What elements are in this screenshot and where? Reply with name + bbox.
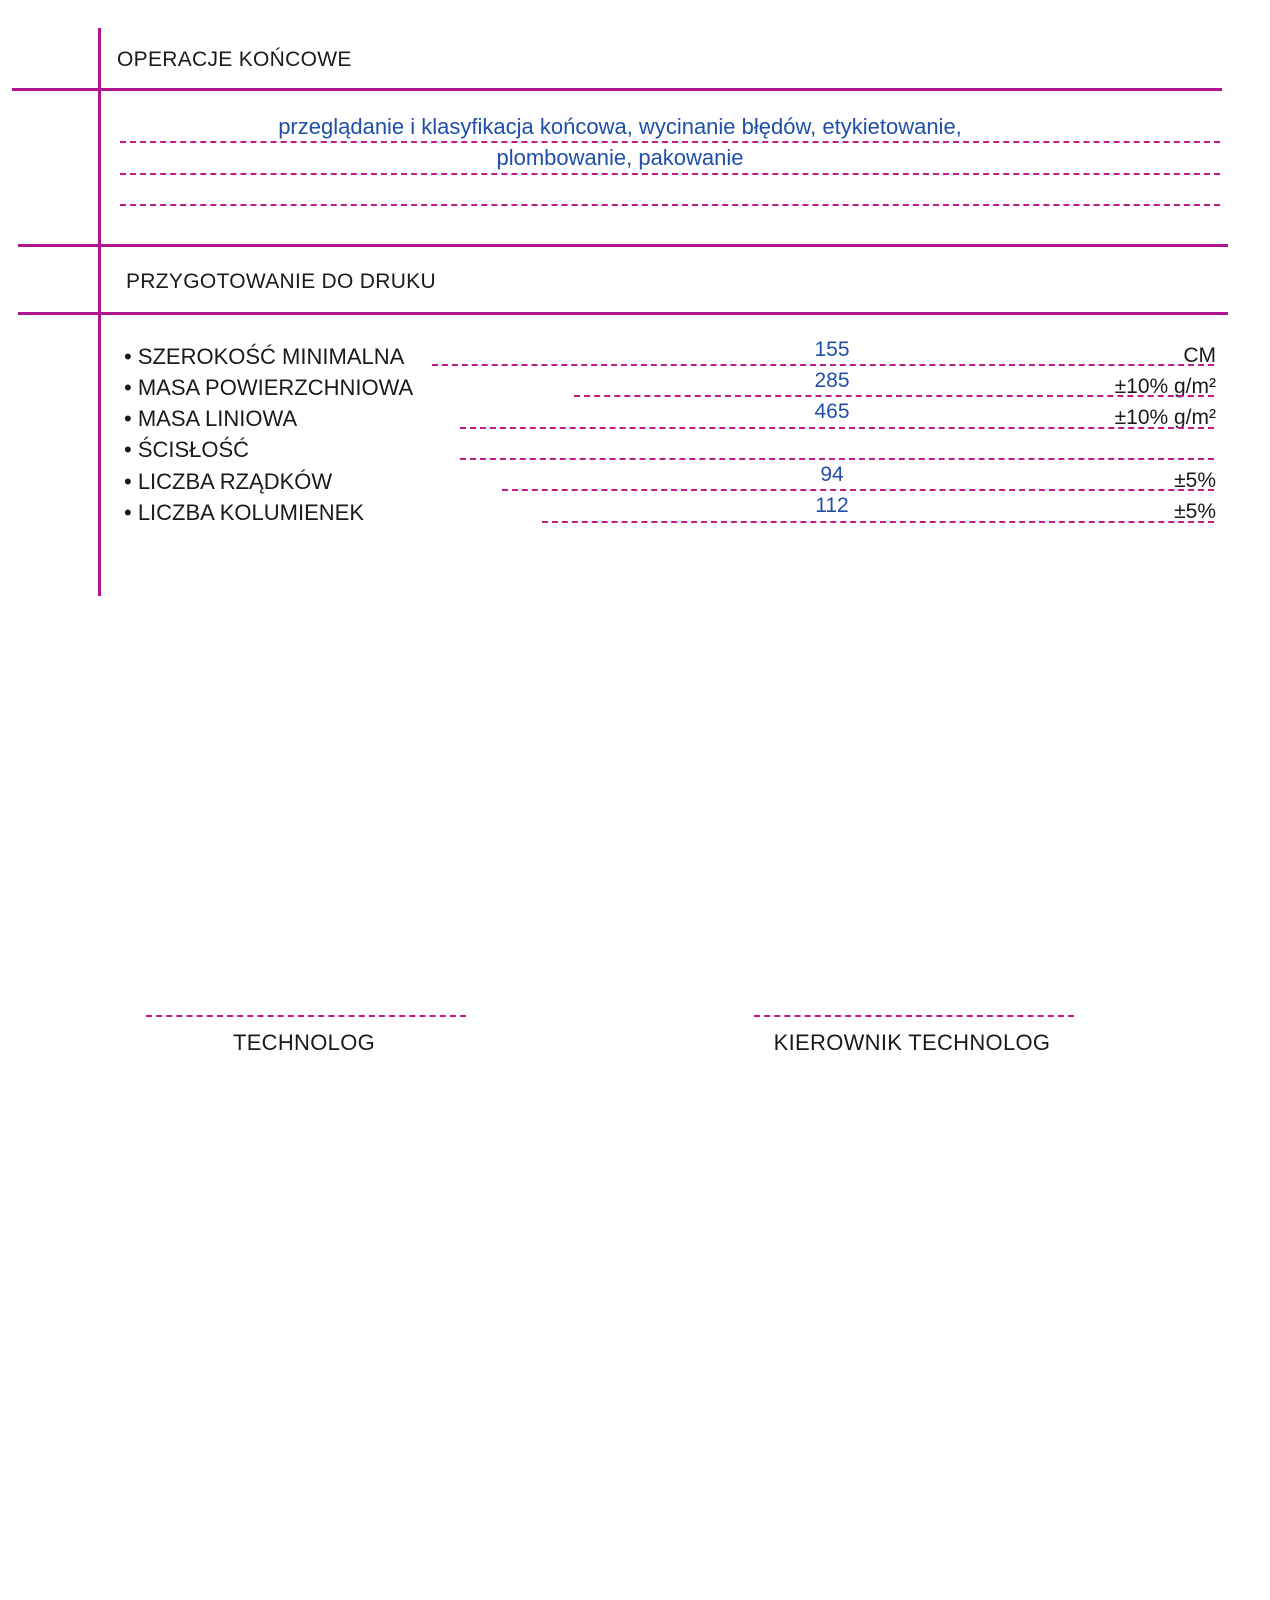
signature-line-kierownik [754,1015,1074,1017]
signature-line-technolog [146,1015,466,1017]
section-rule-3 [18,312,1228,315]
spec-dashed-line [460,458,1214,460]
spec-value: 112 [815,494,849,517]
final-ops-dashed-line [120,141,1220,143]
spec-label: • MASA LINIOWA [124,406,298,431]
spec-value: 285 [814,369,850,392]
spec-dashed-line [432,364,1214,366]
final-ops-text-line2: plombowanie, pakowanie [496,145,744,170]
spec-dashed-line [574,395,1214,397]
spec-label: • LICZBA RZĄDKÓW [124,469,333,494]
section-rule-2 [18,244,1228,247]
spec-label: • LICZBA KOLUMIENEK [124,500,364,525]
spec-dashed-line [460,427,1214,429]
spec-value: 94 [820,463,844,486]
spec-dashed-line [542,521,1214,523]
spec-unit: ±10% g/m² [1114,375,1216,398]
spec-label: • MASA POWIERZCHNIOWA [124,375,414,400]
spec-dashed-line [502,489,1214,491]
spec-unit: ±5% [1174,469,1216,492]
final-ops-dashed-line [120,204,1220,206]
final-ops-dashed-line [120,173,1220,175]
spec-unit: ±10% g/m² [1114,406,1216,429]
signature-label-technolog: TECHNOLOG [232,1030,376,1055]
final-ops-text-line1: przeglądanie i klasyfikacja końcowa, wycinanie błędów, etykietowanie, [278,114,962,139]
signature-label-kierownik: KIEROWNIK TECHNOLOG [773,1030,1051,1055]
section-rule-1 [12,88,1222,91]
print-prep-title: PRZYGOTOWANIE DO DRUKU [126,270,436,293]
final-ops-title: OPERACJE KOŃCOWE [117,48,352,71]
spec-value: 465 [814,400,850,423]
spec-unit: ±5% [1174,500,1216,523]
spec-value: 155 [814,338,850,361]
spec-unit: CM [1183,344,1216,367]
spec-label: • ŚCISŁOŚĆ [124,437,250,462]
spec-label: • SZEROKOŚĆ MINIMALNA [124,344,405,369]
